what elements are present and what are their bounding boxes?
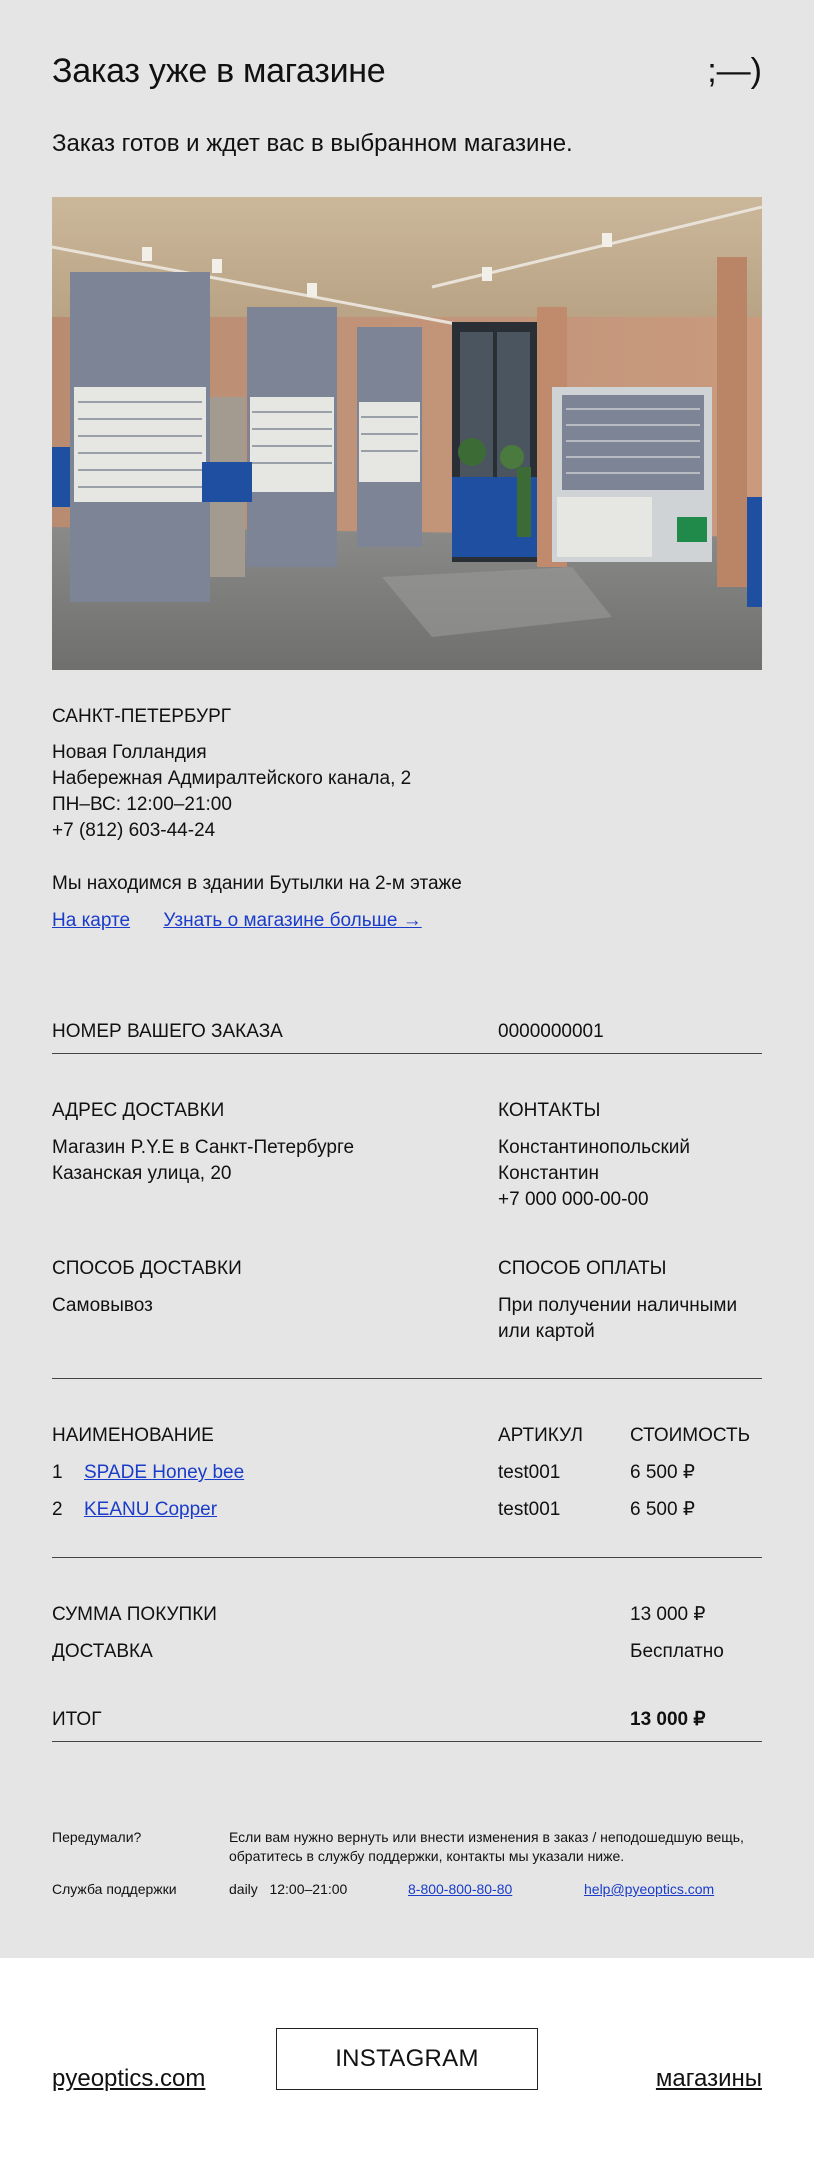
support-email-link[interactable]: help@pyeoptics.com [584, 1881, 715, 1897]
store-phone: +7 (812) 603-44-24 [52, 820, 216, 841]
smiley-logo: ;—) [707, 52, 762, 90]
site-link[interactable]: pyeoptics.com [52, 2065, 206, 2092]
divider [52, 1741, 762, 1742]
items-header-sku: АРТИКУЛ [498, 1425, 583, 1446]
order-number-value: 0000000001 [498, 1021, 604, 1042]
item-name-link[interactable]: KEANU Copper [84, 1499, 218, 1520]
delivery-address-line-2: Казанская улица, 20 [52, 1163, 232, 1184]
item-index: 2 [52, 1499, 63, 1520]
total-value: 13 000 ₽ [630, 1709, 706, 1730]
contacts-label: КОНТАКТЫ [498, 1100, 601, 1121]
payment-method-line-1: При получении наличными [498, 1295, 738, 1316]
item-sku: test001 [498, 1499, 561, 1520]
item-name-link[interactable]: SPADE Honey bee [84, 1462, 245, 1483]
divider [52, 1378, 762, 1379]
payment-method-label: СПОСОБ ОПЛАТЫ [498, 1258, 667, 1279]
delivery-method-value: Самовывоз [52, 1295, 153, 1316]
store-interior-photo [52, 197, 762, 670]
order-number-label: НОМЕР ВАШЕГО ЗАКАЗА [52, 1021, 283, 1042]
instagram-button[interactable]: INSTAGRAM [276, 2028, 538, 2090]
subtotal-label: СУММА ПОКУПКИ [52, 1604, 217, 1625]
contact-phone: +7 000 000-00-00 [498, 1189, 649, 1210]
support-schedule [229, 1880, 347, 1899]
store-city: САНКТ-ПЕТЕРБУРГ [52, 706, 232, 727]
item-price: 6 500 ₽ [630, 1462, 695, 1483]
item-index: 1 [52, 1462, 63, 1483]
divider [52, 1557, 762, 1558]
items-header-price: СТОИМОСТЬ [630, 1425, 751, 1446]
table-row [52, 1497, 217, 1523]
store-hours: ПН–ВС: 12:00–21:00 [52, 794, 232, 815]
store-location-note: Мы находимся в здании Бутылки на 2-м этаже [52, 873, 462, 894]
item-sku: test001 [498, 1462, 561, 1483]
contact-surname: Константинопольский [498, 1137, 691, 1158]
delivery-cost-value: Бесплатно [630, 1641, 724, 1662]
delivery-address-label: АДРЕС ДОСТАВКИ [52, 1100, 225, 1121]
contact-name: Константин [498, 1163, 599, 1184]
support-phone-link[interactable]: 8-800-800-80-80 [408, 1881, 513, 1897]
delivery-address-line-1: Магазин P.Y.E в Санкт-Петербурге [52, 1137, 355, 1158]
store-address: Набережная Адмиралтейского канала, 2 [52, 768, 412, 789]
delivery-method-label: СПОСОБ ДОСТАВКИ [52, 1258, 242, 1279]
divider [52, 1053, 762, 1054]
items-header-name: НАИМЕНОВАНИЕ [52, 1425, 214, 1446]
store-links [52, 908, 450, 934]
delivery-cost-label: ДОСТАВКА [52, 1641, 153, 1662]
total-label: ИТОГ [52, 1709, 102, 1730]
table-row [52, 1460, 244, 1486]
support-schedule-hours: 12:00–21:00 [269, 1881, 348, 1897]
footer [0, 1958, 814, 2159]
page-subtitle: Заказ готов и ждет вас в выбранном магазине. [52, 130, 573, 157]
payment-method-line-2: или картой [498, 1321, 595, 1342]
store-details [52, 740, 411, 844]
item-price: 6 500 ₽ [630, 1499, 695, 1520]
subtotal-value: 13 000 ₽ [630, 1604, 706, 1625]
support-schedule-days: daily [229, 1881, 258, 1897]
changed-mind-label: Передумали? [52, 1829, 142, 1845]
map-link[interactable]: На карте [52, 910, 131, 931]
store-name: Новая Голландия [52, 742, 207, 763]
stores-link[interactable]: магазины [655, 2065, 762, 2092]
store-photo-illustration [52, 197, 762, 670]
page-title: Заказ уже в магазине [52, 52, 386, 90]
support-service-label: Служба поддержки [52, 1881, 177, 1897]
changed-mind-text: Если вам нужно вернуть или внести изменения в заказ / неподошедшую вещь, обратитесь в службу поддержки, контакты мы указали ниже. [229, 1829, 744, 1864]
store-more-link[interactable]: Узнать о магазине больше → [163, 910, 422, 931]
